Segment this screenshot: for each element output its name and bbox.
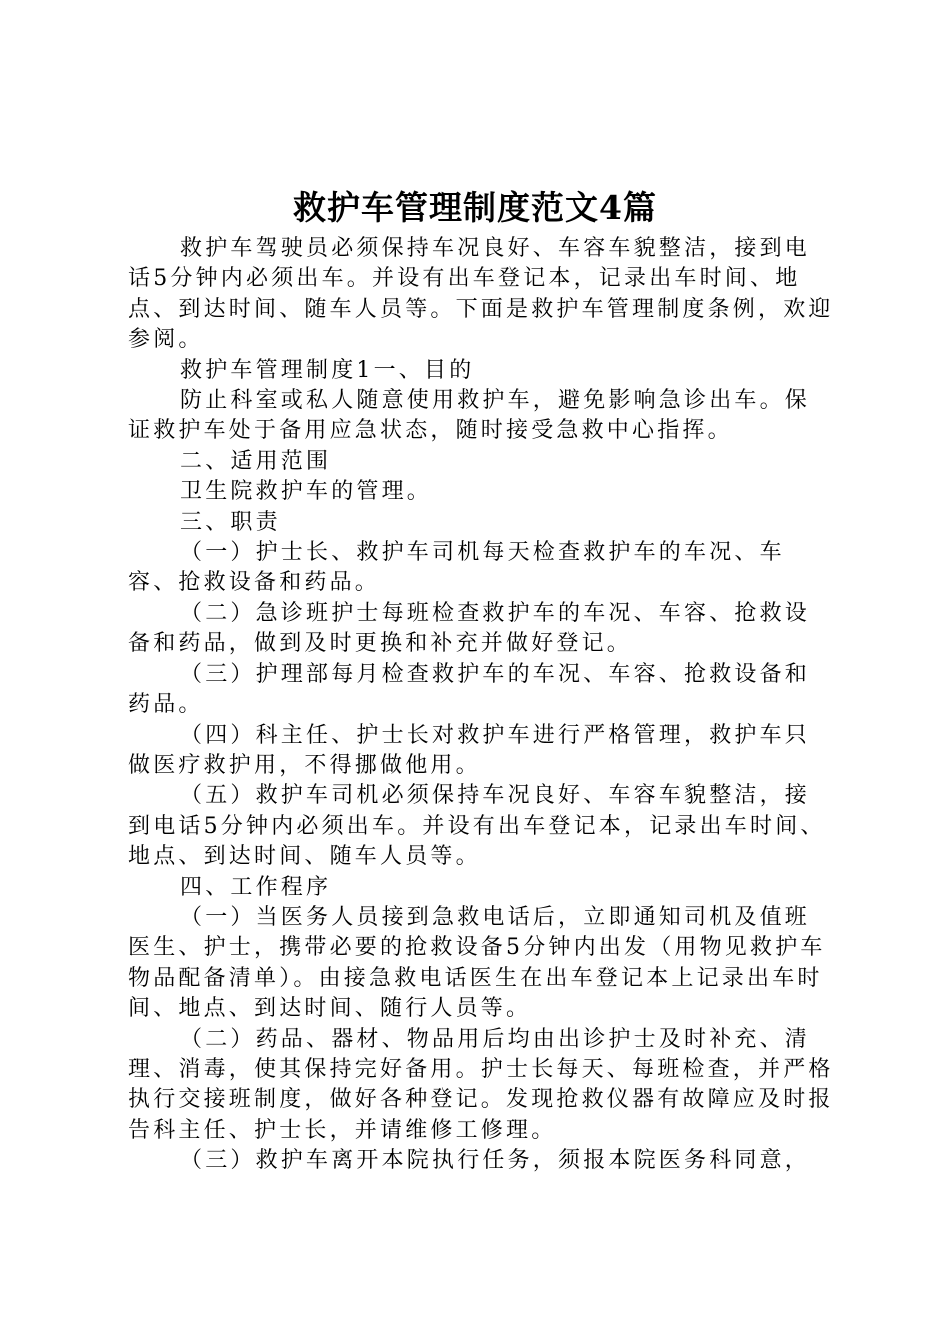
paragraph-duty-1: （一）护士长、救护车司机每天检查救护车的车况、车容、抢救设备和药品。 (128, 540, 785, 596)
paragraph-procedure-2: （二）药品、器材、物品用后均由出诊护士及时补充、清理、消毒，使其保持完好备用。护士长每天、每班检查，并严格执行交接班制度，做好各种登记。发现抢救仪器有故障应及时报告科主任、护士长，并请维修工修理。 (128, 1026, 834, 1143)
paragraph-scope: 卫生院救护车的管理。 (180, 479, 433, 505)
paragraph-duty-3: （三）护理部每月检查救护车的车况、车容、抢救设备和药品。 (128, 661, 811, 718)
paragraph-purpose: 防止科室或私人随意使用救护车，避免影响急诊出车。保证救护车处于备用应急状态，随时接受急救中心指挥。 (128, 388, 811, 444)
paragraph-section-heading-procedure: 四、工作程序 (180, 874, 332, 900)
document-body (128, 234, 834, 1177)
paragraph-intro: 救护车驾驶员必须保持车况良好、车容车貌整洁，接到电话5分钟内必须出车。并设有出车登记本，记录出车时间、地点、到达时间、随车人员等。下面是救护车管理制度条例，欢迎参阅。 (128, 236, 834, 353)
paragraph-section-heading-duties: 三、职责 (180, 509, 281, 535)
paragraph-procedure-1: （一）当医务人员接到急救电话后，立即通知司机及值班医生、护士，携带必要的抢救设备5分钟内出发（用物见救护车物品配备清单）。由接急救电话医生在出车登记本上记录出车时间、地点、到达时间、随行人员等。 (128, 904, 826, 1022)
paragraph-duty-2: （二）急诊班护士每班检查救护车的车况、车容、抢救设备和药品，做到及时更换和补充并做好登记。 (128, 600, 811, 657)
paragraph-procedure-3: （三）救护车离开本院执行任务，须报本院医务科同意， (180, 1148, 811, 1174)
paragraph-duty-4: （四）科主任、护士长对救护车进行严格管理，救护车只做医疗救护用，不得挪做他用。 (128, 722, 811, 778)
paragraph-section-heading-purpose: 救护车管理制度1一、目的 (180, 357, 475, 383)
paragraph-duty-5: （五）救护车司机必须保持车况良好、车容车貌整洁，接到电话5分钟内必须出车。并设有出车登记本，记录出车时间、地点、到达时间、随车人员等。 (128, 783, 826, 870)
paragraph-section-heading-scope: 二、适用范围 (180, 448, 332, 474)
document-title: 救护车管理制度范文4篇 (293, 188, 657, 227)
